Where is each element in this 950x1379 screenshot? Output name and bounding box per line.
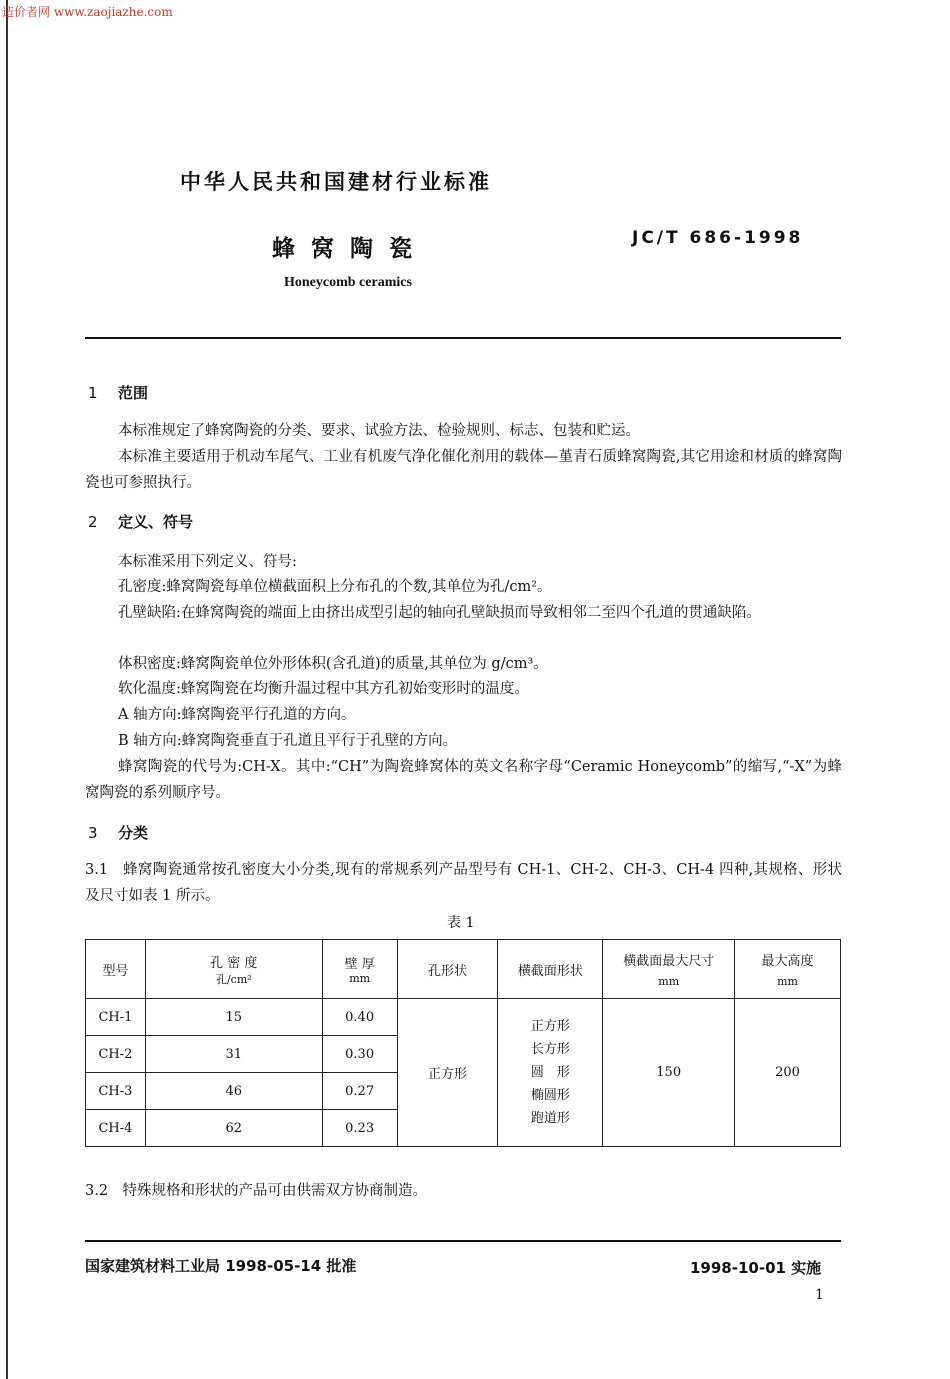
section-1-heading: 1 范围: [88, 384, 149, 402]
approval-line: 国家建筑材料工业局 1998-05-14 批准: [85, 1257, 357, 1275]
cell-max-height: 200: [735, 999, 841, 1147]
document-title: 蜂窝陶瓷: [272, 236, 428, 262]
paragraph: 软化温度:蜂窝陶瓷在均衡升温过程中其方孔初始变形时的温度。: [118, 681, 529, 697]
footer-divider: [85, 1240, 841, 1242]
paragraph: 蜂窝陶瓷的代号为:CH-X。其中:“CH”为陶瓷蜂窝体的英文名称字母“Ceramic Honeycomb”的缩写,“-X”为蜂窝陶瓷的系列顺序号。: [85, 759, 842, 801]
cell-wall-thickness: 0.27: [322, 1073, 397, 1110]
effective-date: 1998-10-01 实施: [690, 1259, 822, 1277]
header-cell: 横截面最大尺寸 mm: [603, 940, 735, 999]
header-cell: 型号: [86, 940, 146, 999]
page-number: 1: [815, 1287, 824, 1303]
cell-hole-shape: 正方形: [397, 999, 498, 1147]
cell-max-cross-size: 150: [603, 999, 735, 1147]
paragraph: B 轴方向:蜂窝陶瓷垂直于孔道且平行于孔壁的方向。: [118, 733, 458, 749]
cell-model: CH-3: [86, 1073, 146, 1110]
paragraph: 孔壁缺陷:在蜂窝陶瓷的端面上由挤出成型引起的轴向孔壁缺损而导致相邻二至四个孔道的贯通缺陷。: [118, 605, 761, 621]
table-header-row: [86, 940, 841, 999]
cell-hole-density: 31: [145, 1036, 322, 1073]
watermark: 造价者网 www.zaojiazhe.com: [2, 5, 173, 19]
cell-hole-density: 15: [145, 999, 322, 1036]
paragraph: 本标准采用下列定义、符号:: [118, 554, 297, 570]
cell-wall-thickness: 0.40: [322, 999, 397, 1036]
paragraph: 孔密度:蜂窝陶瓷每单位横截面积上分布孔的个数,其单位为孔/cm²。: [118, 579, 552, 595]
table-caption: 表 1: [447, 915, 475, 931]
header-cell: 横截面形状: [498, 940, 603, 999]
header-cell: 孔形状: [397, 940, 498, 999]
paragraph: 3.1 蜂窝陶瓷通常按孔密度大小分类,现有的常规系列产品型号有 CH-1、CH-2、CH-3、CH-4 四种,其规格、形状及尺寸如表 1 所示。: [85, 862, 842, 904]
header-cell: 壁 厚 mm: [322, 940, 397, 999]
cell-model: CH-1: [86, 999, 146, 1036]
paragraph: 本标准主要适用于机动车尾气、工业有机废气净化催化剂用的载体—堇青石质蜂窝陶瓷,其它用途和材质的蜂窝陶瓷也可参照执行。: [85, 449, 842, 491]
paragraph: 体积密度:蜂窝陶瓷单位外形体积(含孔道)的质量,其单位为 g/cm³。: [118, 656, 548, 672]
paragraph-3-2: 3.2 特殊规格和形状的产品可由供需双方协商制造。: [85, 1183, 428, 1199]
cell-cross-section-shapes: 正方形 长方形 圆 形 椭圆形 跑道形: [498, 999, 603, 1147]
issuer-heading: 中华人民共和国建材行业标准: [180, 170, 492, 194]
header-divider: [85, 337, 841, 339]
paragraph: A 轴方向:蜂窝陶瓷平行孔道的方向。: [118, 707, 356, 723]
cell-wall-thickness: 0.30: [322, 1036, 397, 1073]
cell-wall-thickness: 0.23: [322, 1110, 397, 1147]
cell-hole-density: 46: [145, 1073, 322, 1110]
cell-hole-density: 62: [145, 1110, 322, 1147]
header-cell: 最大高度 mm: [735, 940, 841, 999]
cell-model: CH-2: [86, 1036, 146, 1073]
section-2-heading: 2 定义、符号: [88, 513, 194, 531]
scan-edge: [6, 0, 8, 1379]
spec-table: [85, 939, 841, 1147]
english-title: Honeycomb ceramics: [284, 275, 412, 290]
table-row: [86, 999, 841, 1036]
cell-model: CH-4: [86, 1110, 146, 1147]
header-cell: 孔 密 度 孔/cm²: [145, 940, 322, 999]
section-3-heading: 3 分类: [88, 824, 149, 842]
paragraph: 本标准规定了蜂窝陶瓷的分类、要求、试验方法、检验规则、标志、包装和贮运。: [118, 423, 640, 439]
standard-code: JC/T 686-1998: [632, 228, 804, 248]
